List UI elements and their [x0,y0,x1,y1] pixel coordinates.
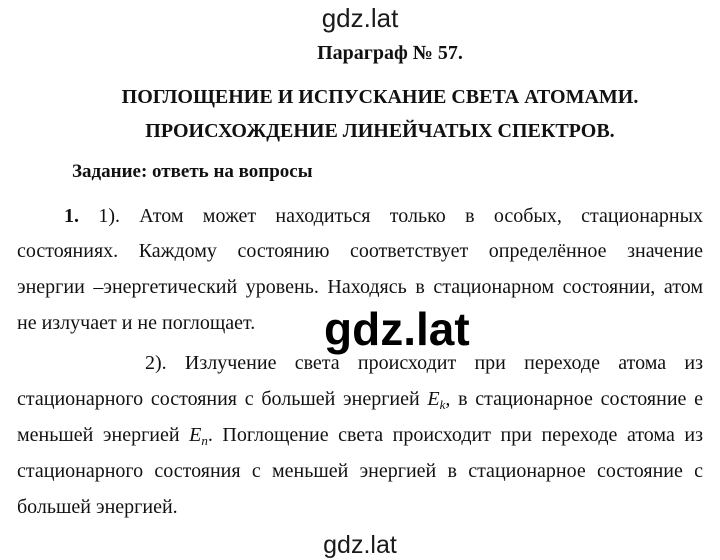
energy-symbol-k: E [427,388,440,410]
answer2-line2-row [17,387,703,417]
energy-subscript-n: n [201,433,208,448]
answer2-line5: большей энергией. [17,496,178,518]
energy-symbol-n: E [189,424,202,446]
answer2-line3-after: . Поглощение света происходит при переходе атома из [207,424,703,446]
answer2-line4: стационарного состояния с меньшей энергией в стационарное состояние с [17,460,703,482]
answer2-line2-before: стационарного состояния с большей энергией [17,388,428,410]
watermark-top: gdz.lat [321,3,399,33]
heading-line-2: ПРОИСХОЖДЕНИЕ ЛИНЕЙЧАТЫХ СПЕКТРОВ. [145,120,615,142]
answer2-line1: 2). Излучение света происходит при переходе атома из [145,352,703,374]
heading-line-1: ПОГЛОЩЕНИЕ И ИСПУСКАНИЕ СВЕТА АТОМАМИ. [121,86,639,108]
answer-number: 1. [64,205,79,227]
answer1-line2: состояниях. Каждому состоянию соответствует определённое значение [17,240,703,262]
answer1-line4: не излучает и не поглощает. [17,312,256,334]
answer2-line2-after: , в стационарное состояние е [445,388,704,410]
watermark-center: gdz.lat [318,306,476,352]
answer2-line3-row [17,423,703,453]
paragraph-title: Параграф № 57. [317,42,463,64]
answer1-line3: энергии –энергетический уровень. Находясь в стационарном состоянии, атом [17,276,703,298]
task-label: Задание: ответь на вопросы [72,161,313,182]
answer1-line1: 1). Атом может находиться только в особых, стационарных [98,205,704,227]
watermark-bottom: gdz.lat [323,531,397,559]
answer1-line1-row [17,204,703,228]
energy-subscript-k: k [439,397,446,412]
answer2-line3-before: меньшей энергией [17,424,190,446]
